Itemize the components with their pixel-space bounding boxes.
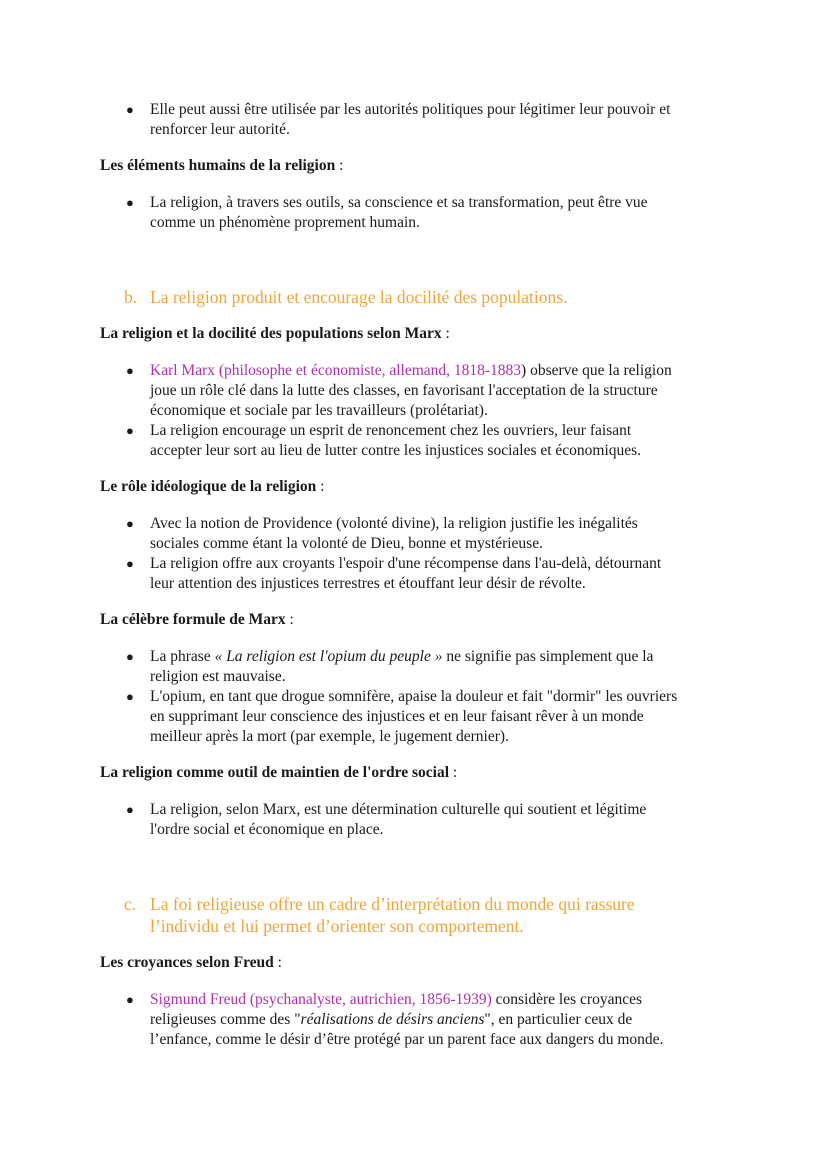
body-text: La religion encourage un esprit de renoncement chez les ouvriers, leur faisant [150, 422, 632, 439]
list-item [100, 193, 740, 233]
body-text: l’enfance, comme le désir d’être protégé par un parent face aux dangers du monde. [150, 1031, 664, 1048]
body-text: considère les croyances [491, 991, 642, 1008]
person-name: Sigmund Freud (psychanalyste, autrichien, 1856-1939) [150, 991, 492, 1008]
list-item [100, 421, 740, 461]
section-heading [100, 477, 740, 497]
body-text: renforcer leur autorité. [150, 121, 290, 138]
bullet-icon: ● [126, 689, 134, 704]
list-item [100, 687, 740, 747]
bullet-icon: ● [126, 195, 134, 210]
body-text: comme un phénomène proprement humain. [150, 214, 420, 231]
bullet-list [100, 193, 740, 233]
bullet-list [100, 514, 740, 594]
list-item [100, 100, 740, 140]
list-item [100, 361, 740, 421]
body-text: La religion offre aux croyants l'espoir d'une récompense dans l'au-delà, détournant [150, 555, 662, 572]
section-heading-text: Les croyances selon Freud [100, 954, 274, 971]
body-text: Avec la notion de Providence (volonté divine), la religion justifie les inégalités [150, 515, 638, 532]
bullet-icon: ● [126, 363, 134, 378]
section-heading-colon: : [449, 764, 458, 781]
subsection-title [100, 286, 740, 308]
body-text: La religion, à travers ses outils, sa conscience et sa transformation, peut être vue [150, 194, 648, 211]
body-text: Elle peut aussi être utilisée par les autorités politiques pour légitimer leur pouvoir et [150, 101, 671, 118]
body-text: leur attention des injustices terrestres et étouffant leur désir de révolte. [150, 575, 586, 592]
body-text: L'opium, en tant que drogue somnifère, apaise la douleur et fait "dormir" les ouvriers [150, 688, 678, 705]
section-heading-colon: : [335, 157, 344, 174]
body-text: accepter leur sort au lieu de lutter contre les injustices sociales et économiques. [150, 442, 642, 459]
body-text: La phrase [150, 648, 215, 665]
bullet-icon: ● [126, 992, 134, 1007]
body-text: meilleur après la mort (par exemple, le jugement dernier). [150, 728, 509, 745]
section-heading-text: La religion et la docilité des populations selon Marx [100, 325, 442, 342]
document-page [100, 100, 740, 1050]
bullet-list [100, 361, 740, 461]
list-item [100, 800, 740, 840]
subsection-letter: b. [124, 287, 138, 307]
section-heading-text: Les éléments humains de la religion [100, 157, 336, 174]
bullet-list [100, 990, 740, 1050]
section-heading [100, 610, 740, 630]
person-name: Karl Marx (philosophe et économiste, allemand, 1818-1883 [150, 362, 522, 379]
bullet-icon: ● [126, 516, 134, 531]
quote-text: réalisations de désirs anciens [300, 1011, 485, 1028]
subsection-title-line: La foi religieuse offre un cadre d’interprétation du monde qui rassure [150, 894, 635, 914]
list-item [100, 647, 740, 687]
body-text: économique et sociale par les travailleurs (prolétariat). [150, 402, 488, 419]
section-heading-text: La célèbre formule de Marx [100, 611, 286, 628]
body-text: religieuses comme des " [150, 1011, 301, 1028]
bullet-icon: ● [126, 556, 134, 571]
section-heading [100, 156, 740, 176]
list-item [100, 514, 740, 554]
list-item [100, 990, 740, 1050]
quote-text: « La religion est l'opium du peuple » [214, 648, 443, 665]
section-heading [100, 953, 740, 973]
bullet-list [100, 100, 740, 140]
body-text: ", en particulier ceux de [484, 1011, 633, 1028]
subsection-letter: c. [124, 894, 137, 914]
section-heading-colon: : [273, 954, 282, 971]
body-text: joue un rôle clé dans la lutte des classes, en favorisant l'acceptation de la structure [150, 382, 658, 399]
body-text: ne signifie pas simplement que la [442, 648, 654, 665]
section-heading-colon: : [316, 478, 325, 495]
bullet-icon: ● [126, 423, 134, 438]
bullet-list [100, 800, 740, 840]
bullet-icon: ● [126, 102, 134, 117]
section-heading-colon: : [285, 611, 294, 628]
body-text: sociales comme étant la volonté de Dieu, bonne et mystérieuse. [150, 535, 543, 552]
subsection-title-line: La religion produit et encourage la docilité des populations. [150, 287, 568, 307]
bullet-icon: ● [126, 802, 134, 817]
section-heading-colon: : [441, 325, 450, 342]
body-text: ) observe que la religion [521, 362, 672, 379]
list-item [100, 554, 740, 594]
section-heading-text: La religion comme outil de maintien de l'ordre social [100, 764, 450, 781]
bullet-icon: ● [126, 649, 134, 664]
subsection-title [100, 893, 740, 937]
body-text: religion est mauvaise. [150, 668, 286, 685]
subsection-title-line: l’individu et lui permet d’orienter son comportement. [150, 916, 524, 936]
body-text: l'ordre social et économique en place. [150, 821, 384, 838]
body-text: en supprimant leur conscience des injustices et en leur faisant rêver à un monde [150, 708, 644, 725]
section-heading [100, 324, 740, 344]
body-text: La religion, selon Marx, est une détermination culturelle qui soutient et légitime [150, 801, 647, 818]
bullet-list [100, 647, 740, 747]
section-heading [100, 763, 740, 783]
section-heading-text: Le rôle idéologique de la religion [100, 478, 317, 495]
